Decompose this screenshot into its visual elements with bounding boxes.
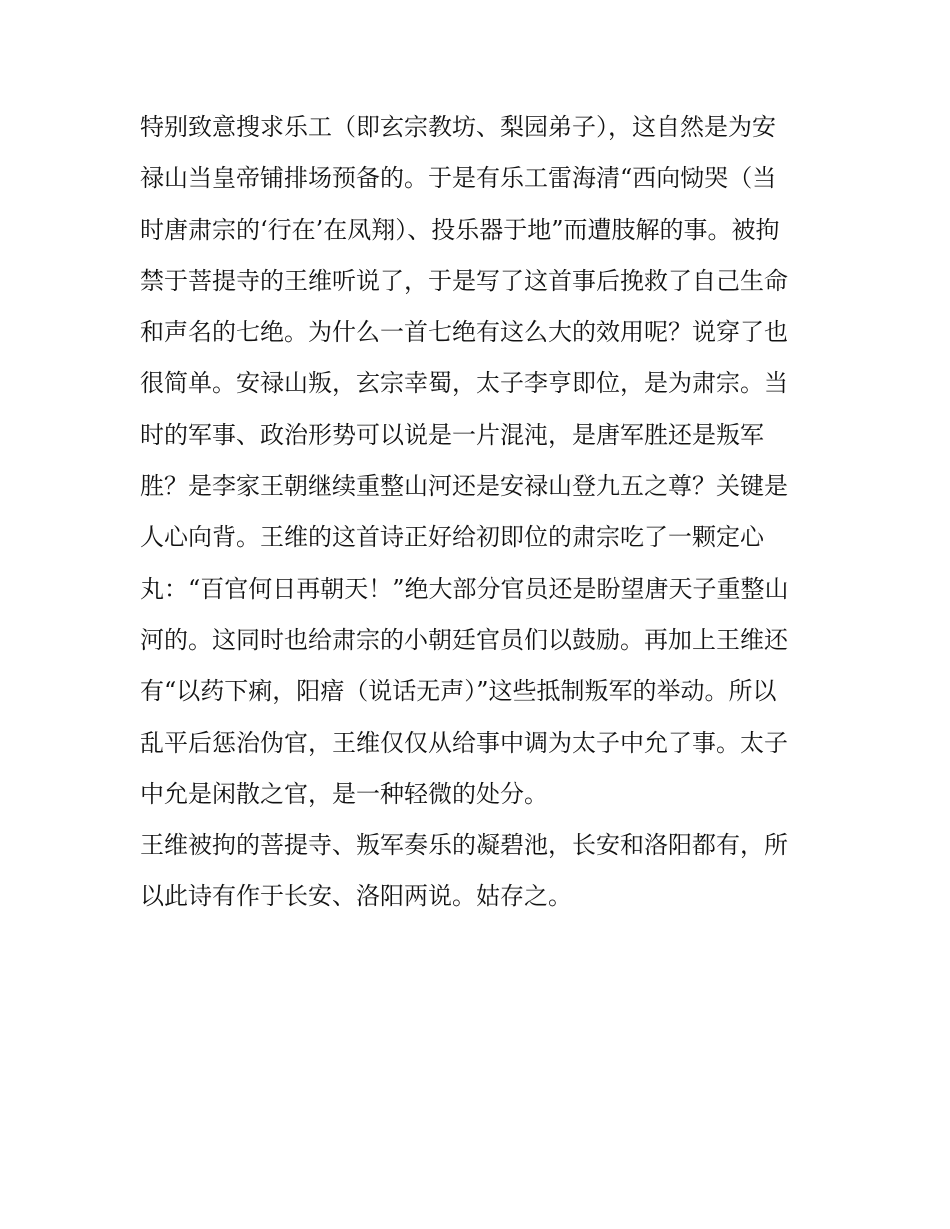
text-line: 禄山当皇帝铺排场预备的。于是有乐工雷海清“西向恸哭（当 bbox=[140, 164, 777, 193]
text-line: 特别致意搜求乐工（即玄宗教坊、梨园弟子），这自然是为安 bbox=[140, 113, 776, 141]
text-line: 胜？是李家王朝继续重整山河还是安禄山登九五之尊？关键是 bbox=[140, 472, 788, 501]
text-line: 时的军事、政治形势可以说是一片混沌，是唐军胜还是叛军 bbox=[140, 420, 764, 449]
text-line: 和声名的七绝。为什么一首七绝有这么大的效用呢？说穿了也 bbox=[140, 318, 788, 347]
text-line: 时唐肃宗的‘行在’在凤翔）、投乐器于地”而遭肢解的事。被拘 bbox=[140, 215, 780, 244]
text-line: 有“以药下痢，阳瘖（说话无声）”这些抵制叛军的举动。所以 bbox=[140, 677, 777, 706]
text-line: 很简单。安禄山叛，玄宗幸蜀，太子李亨即位，是为肃宗。当 bbox=[140, 369, 788, 398]
body-text bbox=[140, 102, 820, 923]
text-line: 以此诗有作于长安、洛阳两说。姑存之。 bbox=[140, 882, 572, 911]
text-line: 中允是闲散之官，是一种轻微的处分。 bbox=[140, 779, 548, 808]
text-line: 人心向背。王维的这首诗正好给初即位的肃宗吃了一颗定心 bbox=[140, 523, 764, 552]
text-line: 河的。这同时也给肃宗的小朝廷官员们以鼓励。再加上王维还 bbox=[140, 625, 788, 654]
text-line: 王维被拘的菩提寺、叛军奏乐的凝碧池，长安和洛阳都有，所 bbox=[140, 831, 788, 860]
text-line: 丸：“百官何日再朝天！”绝大部分官员还是盼望唐天子重整山 bbox=[140, 574, 789, 603]
text-line: 禁于菩提寺的王维听说了，于是写了这首事后挽救了自己生命 bbox=[140, 266, 788, 295]
text-line: 乱平后惩治伪官，王维仅仅从给事中调为太子中允了事。太子 bbox=[140, 728, 788, 757]
